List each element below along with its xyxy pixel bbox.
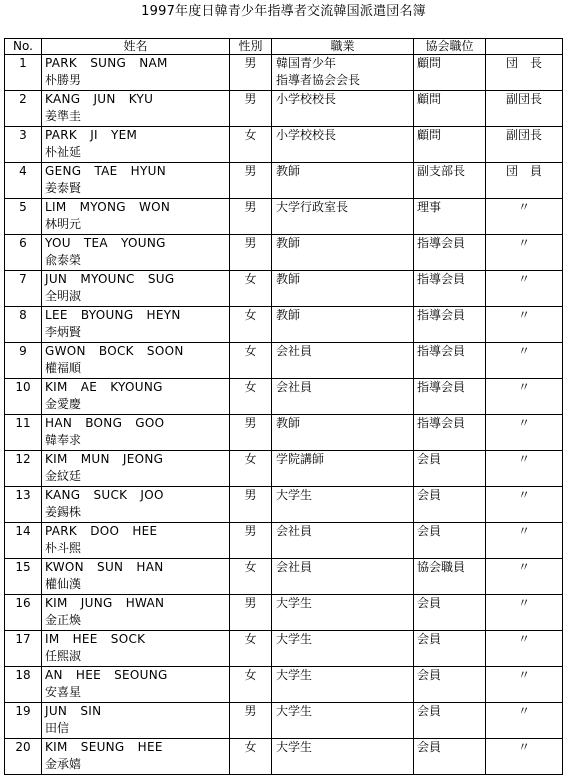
occupation-line-1: 大学生 xyxy=(276,704,313,718)
member-occupation xyxy=(272,199,414,235)
association-position: 指導会員 xyxy=(414,415,486,451)
member-occupation xyxy=(272,739,414,775)
table-row xyxy=(5,739,563,775)
member-name xyxy=(42,559,230,595)
member-name xyxy=(42,379,230,415)
occupation-line-1: 会社員 xyxy=(276,380,313,394)
association-position: 会員 xyxy=(414,487,486,523)
delegation-role: 〃 xyxy=(486,631,563,667)
name-romanized: PARK DOO HEE xyxy=(45,524,158,538)
delegation-role: 副団長 xyxy=(486,91,563,127)
name-kanji: 安喜星 xyxy=(45,685,82,699)
name-romanized: LEE BYOUNG HEYN xyxy=(45,308,181,322)
occupation-line-1: 大学行政室長 xyxy=(276,200,349,214)
member-sex: 女 xyxy=(230,451,272,487)
member-sex: 男 xyxy=(230,415,272,451)
member-occupation xyxy=(272,559,414,595)
delegation-roster-table xyxy=(4,38,563,775)
association-position: 指導会員 xyxy=(414,343,486,379)
delegation-role: 〃 xyxy=(486,487,563,523)
row-number: 12 xyxy=(5,451,42,487)
name-kanji: 權仙漢 xyxy=(45,577,82,591)
name-romanized: HAN BONG GOO xyxy=(45,416,165,430)
row-number: 18 xyxy=(5,667,42,703)
name-kanji: 金紋廷 xyxy=(45,469,82,483)
member-name xyxy=(42,487,230,523)
occupation-line-1: 会社員 xyxy=(276,524,313,538)
name-romanized: YOU TEA YOUNG xyxy=(45,236,166,250)
member-occupation xyxy=(272,91,414,127)
occupation-line-1: 小学校校長 xyxy=(276,92,337,106)
member-sex: 女 xyxy=(230,667,272,703)
header-no: No. xyxy=(5,39,42,55)
member-name xyxy=(42,199,230,235)
member-occupation xyxy=(272,487,414,523)
member-occupation xyxy=(272,235,414,271)
name-romanized: KIM JUNG HWAN xyxy=(45,596,165,610)
delegation-role: 〃 xyxy=(486,271,563,307)
name-romanized: AN HEE SEOUNG xyxy=(45,668,168,682)
table-row xyxy=(5,379,563,415)
table-row xyxy=(5,487,563,523)
row-number: 3 xyxy=(5,127,42,163)
name-romanized: JUN MYOUNC SUG xyxy=(45,272,175,286)
member-occupation xyxy=(272,595,414,631)
member-occupation xyxy=(272,307,414,343)
member-name xyxy=(42,91,230,127)
member-sex: 男 xyxy=(230,163,272,199)
row-number: 2 xyxy=(5,91,42,127)
member-occupation xyxy=(272,163,414,199)
member-sex: 女 xyxy=(230,127,272,163)
table-row xyxy=(5,163,563,199)
association-position: 会員 xyxy=(414,595,486,631)
occupation-line-1: 大学生 xyxy=(276,596,313,610)
delegation-role: 〃 xyxy=(486,451,563,487)
row-number: 13 xyxy=(5,487,42,523)
name-romanized: KIM AE KYOUNG xyxy=(45,380,163,394)
occupation-line-1: 韓国青少年 xyxy=(276,56,337,70)
name-kanji: 朴斗熙 xyxy=(45,541,82,555)
association-position: 顧問 xyxy=(414,91,486,127)
name-romanized: PARK SUNG NAM xyxy=(45,56,168,70)
association-position: 会員 xyxy=(414,523,486,559)
name-romanized: KANG SUCK JOO xyxy=(45,488,164,502)
row-number: 15 xyxy=(5,559,42,595)
occupation-line-1: 学院講師 xyxy=(276,452,325,466)
row-number: 6 xyxy=(5,235,42,271)
row-number: 14 xyxy=(5,523,42,559)
member-occupation xyxy=(272,703,414,739)
delegation-role: 副団長 xyxy=(486,127,563,163)
table-row xyxy=(5,667,563,703)
member-sex: 女 xyxy=(230,307,272,343)
row-number: 4 xyxy=(5,163,42,199)
row-number: 11 xyxy=(5,415,42,451)
member-name xyxy=(42,595,230,631)
occupation-line-2: 指導者協会会長 xyxy=(276,73,361,87)
member-occupation xyxy=(272,379,414,415)
row-number: 7 xyxy=(5,271,42,307)
table-row xyxy=(5,703,563,739)
name-kanji: 林明元 xyxy=(45,217,82,231)
association-position: 顧問 xyxy=(414,127,486,163)
occupation-line-1: 会社員 xyxy=(276,344,313,358)
table-row xyxy=(5,55,563,91)
association-position: 会員 xyxy=(414,739,486,775)
member-sex: 男 xyxy=(230,55,272,91)
association-position: 指導会員 xyxy=(414,307,486,343)
table-row xyxy=(5,271,563,307)
header-association-position: 協会職位 xyxy=(414,39,486,55)
member-name xyxy=(42,451,230,487)
member-occupation xyxy=(272,343,414,379)
delegation-role: 〃 xyxy=(486,559,563,595)
document-title: 1997年度日韓青少年指導者交流韓国派遣団名簿 xyxy=(141,4,426,19)
association-position: 顧問 xyxy=(414,55,486,91)
header-sex: 性別 xyxy=(230,39,272,55)
member-occupation xyxy=(272,523,414,559)
member-sex: 男 xyxy=(230,595,272,631)
association-position: 会員 xyxy=(414,703,486,739)
occupation-line-1: 大学生 xyxy=(276,632,313,646)
member-name xyxy=(42,163,230,199)
association-position: 会員 xyxy=(414,631,486,667)
name-kanji: 任熙淑 xyxy=(45,649,82,663)
occupation-line-1: 教師 xyxy=(276,164,301,178)
name-kanji: 姜準圭 xyxy=(45,109,82,123)
name-kanji: 姜泰賢 xyxy=(45,181,82,195)
delegation-role: 〃 xyxy=(486,307,563,343)
name-kanji: 朴勝男 xyxy=(45,73,82,87)
association-position: 理事 xyxy=(414,199,486,235)
roster-body xyxy=(5,55,563,775)
name-kanji: 李炳賢 xyxy=(45,325,82,339)
member-name xyxy=(42,127,230,163)
header-name: 姓名 xyxy=(42,39,230,55)
delegation-role: 〃 xyxy=(486,415,563,451)
member-occupation xyxy=(272,271,414,307)
row-number: 1 xyxy=(5,55,42,91)
header-delegation-role xyxy=(486,39,563,55)
name-kanji: 全明淑 xyxy=(45,289,82,303)
occupation-line-1: 大学生 xyxy=(276,740,313,754)
table-row xyxy=(5,523,563,559)
name-kanji: 金承嬉 xyxy=(45,757,82,771)
delegation-role: 〃 xyxy=(486,523,563,559)
name-kanji: 田信 xyxy=(45,721,70,735)
occupation-line-1: 教師 xyxy=(276,308,301,322)
member-sex: 男 xyxy=(230,91,272,127)
delegation-role: 〃 xyxy=(486,235,563,271)
table-row xyxy=(5,91,563,127)
delegation-role: 団 長 xyxy=(486,55,563,91)
table-row xyxy=(5,631,563,667)
name-romanized: PARK JI YEM xyxy=(45,128,138,142)
table-header-row xyxy=(5,39,563,55)
name-romanized: GENG TAE HYUN xyxy=(45,164,166,178)
member-sex: 女 xyxy=(230,631,272,667)
member-occupation xyxy=(272,451,414,487)
member-sex: 女 xyxy=(230,343,272,379)
name-kanji: 韓奉求 xyxy=(45,433,82,447)
name-romanized: KANG JUN KYU xyxy=(45,92,154,106)
table-row xyxy=(5,199,563,235)
delegation-role: 〃 xyxy=(486,379,563,415)
table-row xyxy=(5,127,563,163)
row-number: 5 xyxy=(5,199,42,235)
delegation-role: 団 員 xyxy=(486,163,563,199)
member-sex: 男 xyxy=(230,487,272,523)
delegation-role: 〃 xyxy=(486,703,563,739)
name-kanji: 兪泰榮 xyxy=(45,253,82,267)
member-sex: 男 xyxy=(230,703,272,739)
member-occupation xyxy=(272,127,414,163)
name-romanized: LIM MYONG WON xyxy=(45,200,171,214)
member-sex: 男 xyxy=(230,235,272,271)
name-kanji: 朴祉延 xyxy=(45,145,82,159)
name-kanji: 金愛慶 xyxy=(45,397,82,411)
header-occupation: 職業 xyxy=(272,39,414,55)
name-romanized: KIM SEUNG HEE xyxy=(45,740,163,754)
name-romanized: KIM MUN JEONG xyxy=(45,452,164,466)
name-kanji: 權福順 xyxy=(45,361,82,375)
name-romanized: GWON BOCK SOON xyxy=(45,344,184,358)
row-number: 17 xyxy=(5,631,42,667)
occupation-line-1: 大学生 xyxy=(276,488,313,502)
table-row xyxy=(5,235,563,271)
member-name xyxy=(42,235,230,271)
member-sex: 女 xyxy=(230,271,272,307)
member-name xyxy=(42,739,230,775)
member-name xyxy=(42,307,230,343)
occupation-line-1: 教師 xyxy=(276,416,301,430)
member-occupation xyxy=(272,667,414,703)
table-row xyxy=(5,415,563,451)
delegation-role: 〃 xyxy=(486,595,563,631)
delegation-role: 〃 xyxy=(486,199,563,235)
table-row xyxy=(5,307,563,343)
delegation-role: 〃 xyxy=(486,667,563,703)
row-number: 19 xyxy=(5,703,42,739)
member-name xyxy=(42,523,230,559)
name-romanized: KWON SUN HAN xyxy=(45,560,164,574)
row-number: 8 xyxy=(5,307,42,343)
association-position: 会員 xyxy=(414,451,486,487)
name-kanji: 姜錫株 xyxy=(45,505,82,519)
member-sex: 女 xyxy=(230,739,272,775)
member-sex: 男 xyxy=(230,199,272,235)
name-romanized: IM HEE SOCK xyxy=(45,632,146,646)
row-number: 20 xyxy=(5,739,42,775)
row-number: 9 xyxy=(5,343,42,379)
member-name xyxy=(42,631,230,667)
table-row xyxy=(5,451,563,487)
member-sex: 男 xyxy=(230,523,272,559)
association-position: 指導会員 xyxy=(414,235,486,271)
member-occupation xyxy=(272,55,414,91)
occupation-line-1: 教師 xyxy=(276,272,301,286)
member-name xyxy=(42,343,230,379)
row-number: 16 xyxy=(5,595,42,631)
association-position: 協会職員 xyxy=(414,559,486,595)
table-row xyxy=(5,559,563,595)
member-sex: 女 xyxy=(230,379,272,415)
name-kanji: 金正煥 xyxy=(45,613,82,627)
occupation-line-1: 小学校校長 xyxy=(276,128,337,142)
table-row xyxy=(5,343,563,379)
association-position: 指導会員 xyxy=(414,379,486,415)
member-name xyxy=(42,55,230,91)
association-position: 会員 xyxy=(414,667,486,703)
member-name xyxy=(42,415,230,451)
delegation-role: 〃 xyxy=(486,343,563,379)
occupation-line-1: 大学生 xyxy=(276,668,313,682)
member-occupation xyxy=(272,415,414,451)
row-number: 10 xyxy=(5,379,42,415)
member-occupation xyxy=(272,631,414,667)
name-romanized: JUN SIN xyxy=(45,704,102,718)
member-name xyxy=(42,271,230,307)
association-position: 指導会員 xyxy=(414,271,486,307)
occupation-line-1: 会社員 xyxy=(276,560,313,574)
association-position: 副支部長 xyxy=(414,163,486,199)
member-sex: 女 xyxy=(230,559,272,595)
member-name xyxy=(42,667,230,703)
delegation-role: 〃 xyxy=(486,739,563,775)
member-name xyxy=(42,703,230,739)
occupation-line-1: 教師 xyxy=(276,236,301,250)
table-row xyxy=(5,595,563,631)
